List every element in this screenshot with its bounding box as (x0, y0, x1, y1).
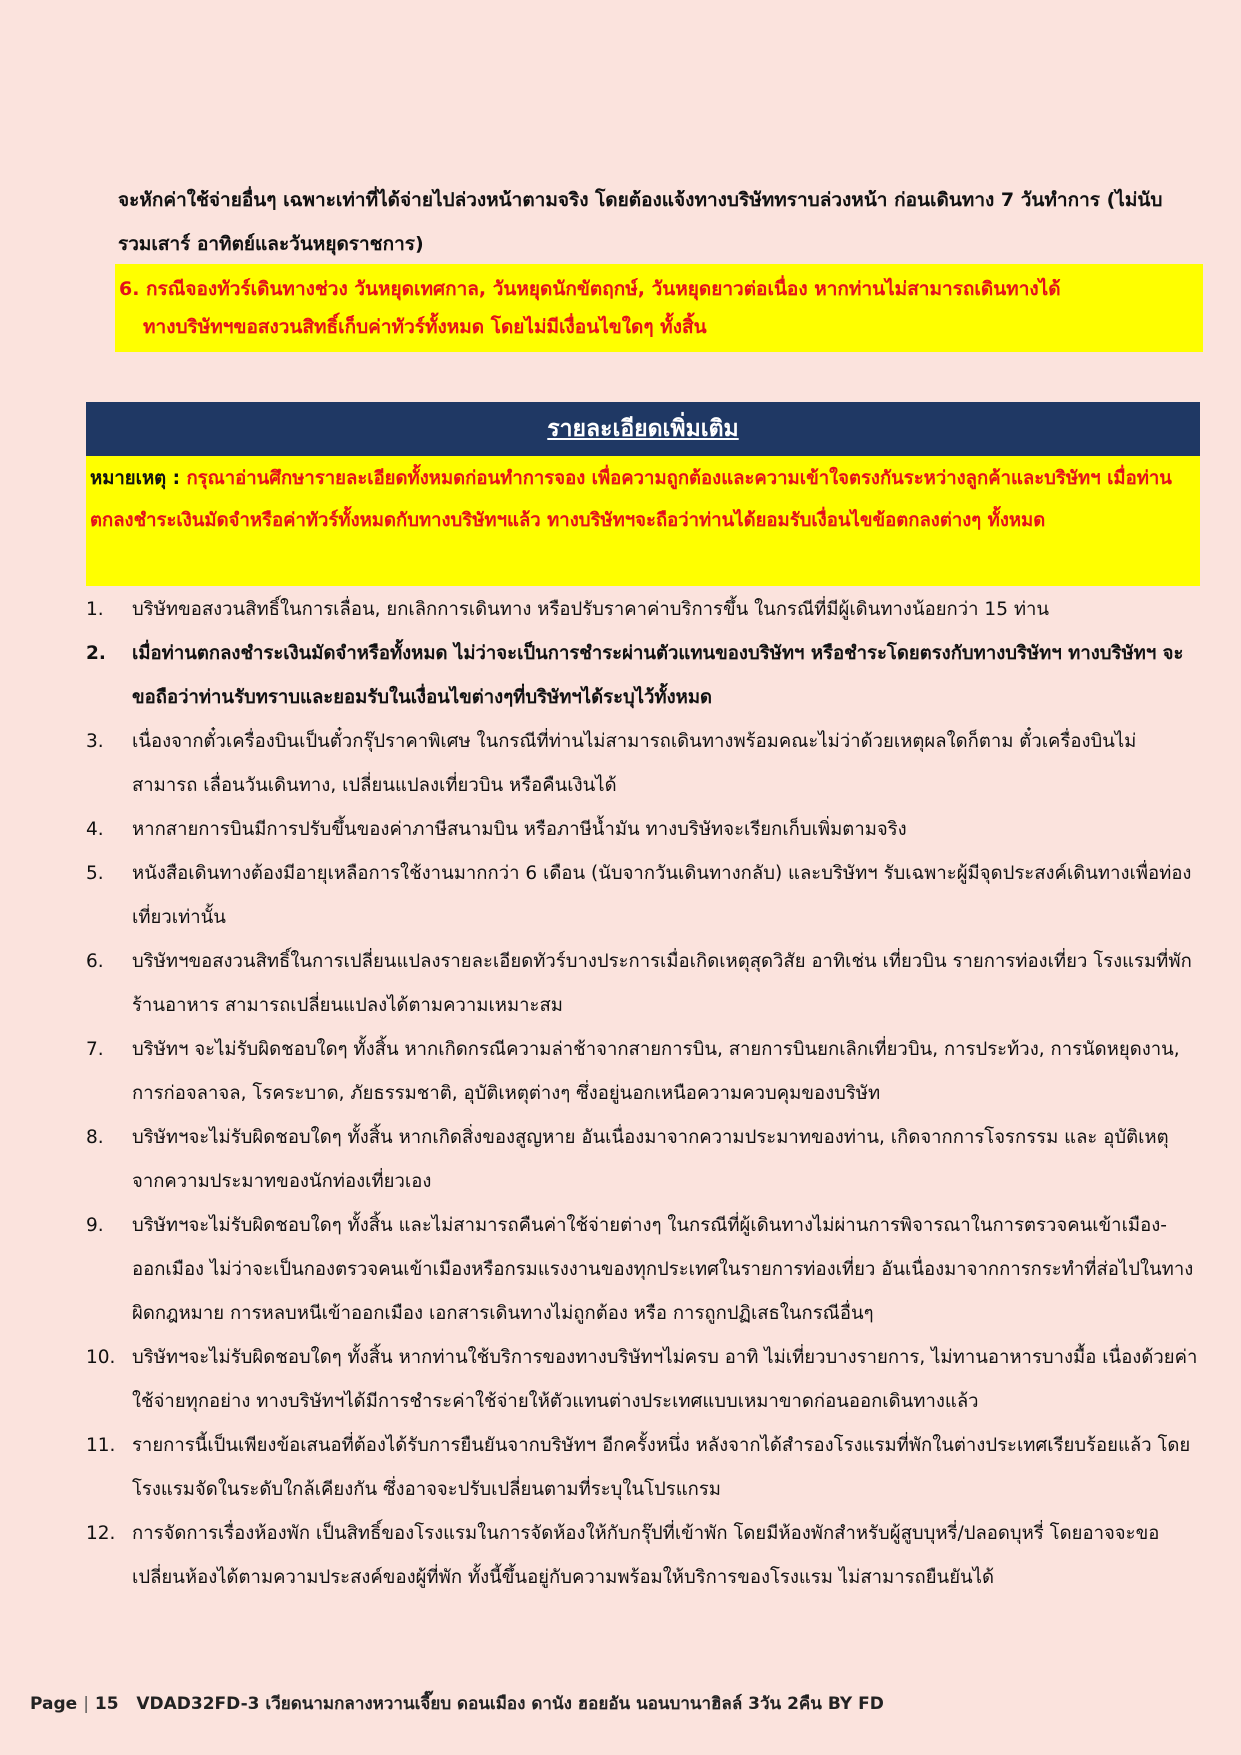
item-text: บริษัทฯจะไม่รับผิดชอบใดๆ ทั้งสิ้น หากท่านใช้บริการของทางบริษัทฯไม่ครบ อาทิ ไม่เที่ยวบางรายการ, ไม่ทานอาหารบางมื้อ เนื่องด้วยค่าใช้จ่ายทุกอย่าง ทางบริษัทฯได้มีการชำระค่าใช้จ่ายให้ตัวแทนต่างประเทศแบบเหมาขาดก่อนออกเดินทางแล้ว (132, 1347, 1198, 1412)
list-item (86, 940, 1200, 1028)
holiday-notice-line1: 6. กรณีจองทัวร์เดินทางช่วง วันหยุดเทศกาล, วันหยุดนักขัตฤกษ์, วันหยุดยาวต่อเนื่อง หากท่านไม่สามารถเดินทางได้ (119, 278, 1061, 300)
item-text: บริษัทฯขอสงวนสิทธิ์ในการเปลี่ยนแปลงรายละเอียดทัวร์บางประการเมื่อเกิดเหตุสุดวิสัย อาทิเช่น เที่ยวบิน รายการท่องเที่ยว โรงแรมที่พัก ร้านอาหาร สามารถเปลี่ยนแปลงได้ตามความเหมาะสม (132, 951, 1192, 1016)
remark-text: กรุณาอ่านศึกษารายละเอียดทั้งหมดก่อนทำการจอง เพื่อความถูกต้องและความเข้าใจตรงกันระหว่างลูกค้าและบริษัทฯ เมื่อท่านตกลงชำระเงินมัดจำหรือค่าทัวร์ทั้งหมดกับทางบริษัทฯแล้ว ทางบริษัทฯจะถือว่าท่านได้ยอมรับเงื่อนไขข้อตกลงต่างๆ ทั้งหมด (90, 468, 1172, 531)
list-item (86, 1028, 1200, 1116)
list-item (86, 808, 1200, 852)
list-item (86, 588, 1200, 632)
item-text: บริษัทฯ จะไม่รับผิดชอบใดๆ ทั้งสิ้น หากเกิดกรณีความล่าช้าจากสายการบิน, สายการบินยกเลิกเที่ยวบิน, การประท้วง, การนัดหยุดงาน, การก่อจลาจล, โรคระบาด, ภัยธรรมชาติ, อุบัติเหตุต่างๆ ซึ่งอยู่นอกเหนือความควบคุมของบริษัท (132, 1039, 1180, 1104)
terms-list (86, 588, 1200, 1600)
list-item (86, 720, 1200, 808)
list-item (86, 852, 1200, 940)
list-item (86, 1336, 1200, 1424)
item-text: เมื่อท่านตกลงชำระเงินมัดจำหรือทั้งหมด ไม่ว่าจะเป็นการชำระผ่านตัวแทนของบริษัทฯ หรือชำระโดยตรงกับทางบริษัทฯ ทางบริษัทฯ จะขอถือว่าท่านรับทราบและยอมรับในเงื่อนไขต่างๆที่บริษัทฯได้ระบุไว้ทั้งหมด (132, 643, 1184, 708)
item-text: รายการนี้เป็นเพียงข้อเสนอที่ต้องได้รับการยืนยันจากบริษัทฯ อีกครั้งหนึ่ง หลังจากได้สำรองโรงแรมที่พักในต่างประเทศเรียบร้อยแล้ว โดยโรงแรมจัดในระดับใกล้เคียงกัน ซึ่งอาจจะปรับเปลี่ยนตามที่ระบุในโปรแกรม (132, 1435, 1191, 1500)
item-number: 12. (86, 1523, 116, 1544)
item-text: บริษัทฯจะไม่รับผิดชอบใดๆ ทั้งสิ้น หากเกิดสิ่งของสูญหาย อันเนื่องมาจากความประมาทของท่าน, เกิดจากการโจรกรรม และ อุบัติเหตุจากความประมาทของนักท่องเที่ยวเอง (132, 1127, 1169, 1192)
holiday-cancellation-notice (115, 264, 1203, 352)
section-title: รายละเอียดเพิ่มเติม (86, 402, 1200, 456)
intro-paragraph: จะหักค่าใช้จ่ายอื่นๆ เฉพาะเท่าที่ได้จ่ายไปล่วงหน้าตามจริง โดยต้องแจ้งทางบริษัททราบล่วงหน้า ก่อนเดินทาง 7 วันทำการ (ไม่นับรวมเสาร์ อาทิตย์และวันหยุดราชการ) (118, 189, 1163, 255)
item-number: 2. (86, 643, 106, 664)
item-text: หนังสือเดินทางต้องมีอายุเหลือการใช้งานมากกว่า 6 เดือน (นับจากวันเดินทางกลับ) และบริษัทฯ รับเฉพาะผู้มีจุดประสงค์เดินทางเพื่อท่องเที่ยวเท่านั้น (132, 863, 1192, 928)
list-item (86, 1512, 1200, 1600)
item-number: 8. (86, 1127, 104, 1148)
list-item (86, 1204, 1200, 1336)
item-number: 7. (86, 1039, 104, 1060)
remark-label: หมายเหตุ : (90, 468, 180, 489)
remark-box (86, 456, 1200, 586)
list-item (86, 1424, 1200, 1512)
item-text: เนื่องจากตั๋วเครื่องบินเป็นตั๋วกรุ๊ปราคาพิเศษ ในกรณีที่ท่านไม่สามารถเดินทางพร้อมคณะไม่ว่าด้วยเหตุผลใดก็ตาม ตั๋วเครื่องบินไม่สามารถ เลื่อนวันเดินทาง, เปลี่ยนแปลงเที่ยวบิน หรือคืนเงินได้ (132, 731, 1137, 796)
item-number: 10. (86, 1347, 116, 1368)
item-text: บริษัทขอสงวนสิทธิ์ในการเลื่อน, ยกเลิกการเดินทาง หรือปรับราคาค่าบริการขึ้น ในกรณีที่มีผู้เดินทางน้อยกว่า 15 ท่าน (132, 599, 1050, 620)
item-number: 4. (86, 819, 104, 840)
list-item (86, 632, 1200, 720)
page-footer: Page | 15 VDAD32FD-3 เวียดนามกลางหวานเจี๊ยบ ดอนเมือง ดานัง ฮอยอัน นอนบานาฮิลล์ 3วัน 2คืน BY FD (30, 1694, 884, 1714)
item-number: 3. (86, 731, 104, 752)
item-number: 5. (86, 863, 104, 884)
item-text: การจัดการเรื่องห้องพัก เป็นสิทธิ์ของโรงแรมในการจัดห้องให้กับกรุ๊ปที่เข้าพัก โดยมีห้องพักสำหรับผู้สูบบุหรี่/ปลอดบุหรี่ โดยอาจจะขอเปลี่ยนห้องได้ตามความประสงค์ของผู้ที่พัก ทั้งนี้ขึ้นอยู่กับความพร้อมให้บริการของโรงแรม ไม่สามารถยืนยันได้ (132, 1523, 1160, 1588)
page-number: 15 (94, 1694, 119, 1714)
item-text: บริษัทฯจะไม่รับผิดชอบใดๆ ทั้งสิ้น และไม่สามารถคืนค่าใช้จ่ายต่างๆ ในกรณีที่ผู้เดินทางไม่ผ่านการพิจารณาในการตรวจคนเข้าเมือง-ออกเมือง ไม่ว่าจะเป็นกองตรวจคนเข้าเมืองหรือกรมแรงงานของทุกประเทศในรายการท่องเที่ยว อันเนื่องมาจากการกระทำที่ส่อไปในทางผิดกฎหมาย การหลบหนีเข้าออกเมือง เอกสารเดินทางไม่ถูกต้อง หรือ การถูกปฏิเสธในกรณีอื่นๆ (132, 1215, 1194, 1324)
item-number: 9. (86, 1215, 104, 1236)
holiday-notice-line2: ทางบริษัทฯขอสงวนสิทธิ์เก็บค่าทัวร์ทั้งหมด โดยไม่มีเงื่อนไขใดๆ ทั้งสิ้น (143, 316, 707, 338)
item-text: หากสายการบินมีการปรับขึ้นของค่าภาษีสนามบิน หรือภาษีน้ำมัน ทางบริษัทจะเรียกเก็บเพิ่มตามจริง (132, 819, 907, 840)
item-number: 11. (86, 1435, 116, 1456)
page-label: Page (30, 1694, 78, 1714)
item-number: 1. (86, 599, 104, 620)
item-number: 6. (86, 951, 104, 972)
list-item (86, 1116, 1200, 1204)
tour-code: VDAD32FD-3 เวียดนามกลางหวานเจี๊ยบ ดอนเมือง ดานัง ฮอยอัน นอนบานาฮิลล์ 3วัน 2คืน BY FD (136, 1694, 884, 1714)
